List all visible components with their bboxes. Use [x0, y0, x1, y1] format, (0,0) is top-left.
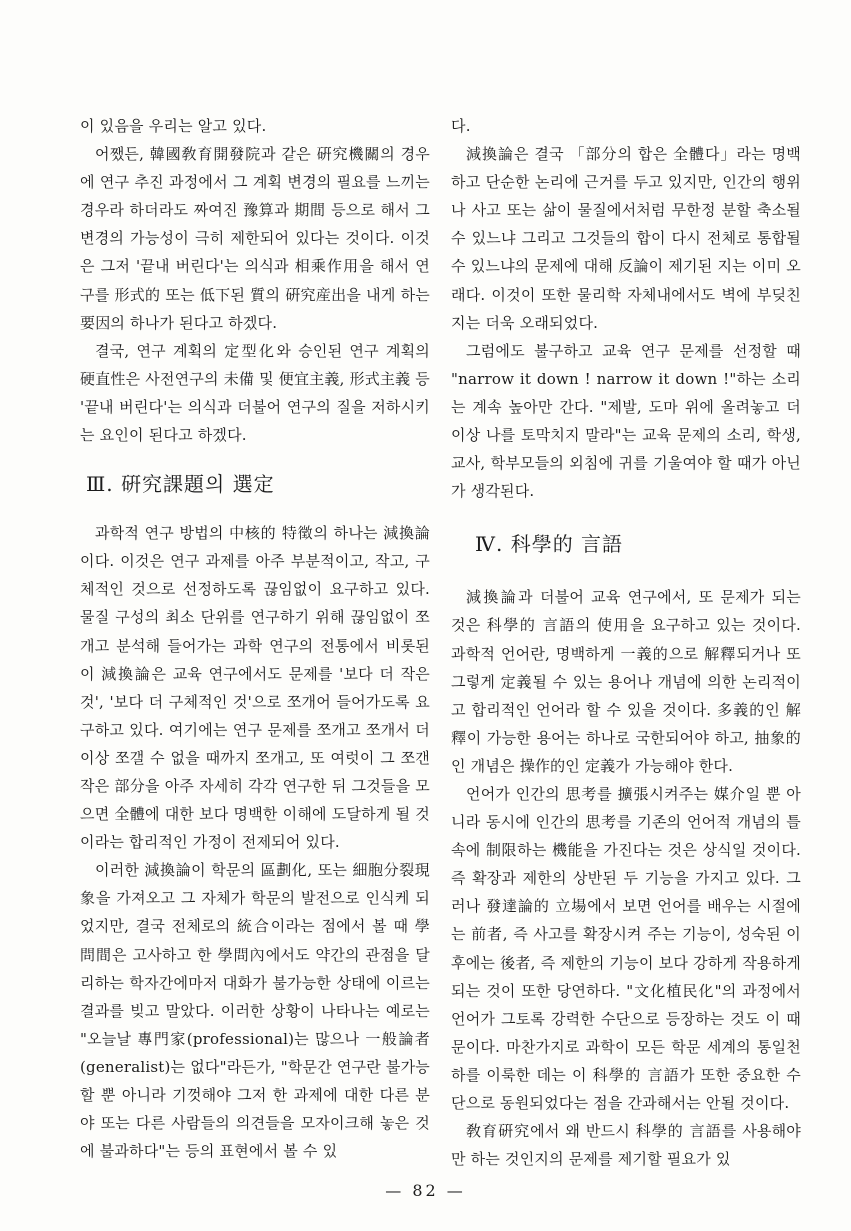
right-paragraph-4: 減換論과 더불어 교육 연구에서, 또 문제가 되는 것은 科學的 言語의 使用을 요구하고 있는 것이다. 과학적 언어란, 명백하게 一義的으로 解釋되거나 또 그렇게 定義될 수 있는 용어나 개념에 의한 논리적이고 합리적인 언어라 할 수 있을 것이다. 多義的인 解釋이 가능한 용어는 하나로 국한되어야 하고, 抽象的인 개념은 操作的인 定義가 가능해야 한다.: [451, 588, 801, 775]
left-column: [80, 112, 430, 1165]
left-paragraph-2: 어쨌든, 韓國敎育開發院과 같은 硏究機關의 경우에 연구 추진 과정에서 그 계획 변경의 필요를 느끼는 경우라 하더라도 짜여진 豫算과 期間 등으로 해서 그 변경의 가능성이 극히 제한되어 있다는 것이다. 이것은 그저 '끝내 버린다'는 의식과 相乘作用을 해서 연구를 形式的 또는 低下된 質의 硏究産出을 내게 하는 要因의 하나가 된다고 하겠다.: [80, 145, 430, 332]
left-paragraph-4: 과학적 연구 방법의 中核的 特徵의 하나는 減換論이다. 이것은 연구 과제를 아주 부분적이고, 작고, 구체적인 것으로 선정하도록 끊임없이 요구하고 있다. 물질 구성의 최소 단위를 연구하기 위해 끊임없이 쪼개고 분석해 들어가는 과학 연구의 전통에서 비롯된 이 減換論은 교육 연구에서도 문제를 '보다 더 작은 것', '보다 더 구체적인 것'으로 쪼개어 들어가도록 요구하고 있다. 여기에는 연구 문제를 쪼개고 쪼개서 더 이상 쪼갤 수 없을 때까지 쪼개고, 또 여럿이 그 쪼갠 작은 部分을 아주 자세히 각각 연구한 뒤 그것들을 모으면 全體에 대한 보다 명백한 이해에 도달하게 될 것이라는 합리적인 가정이 전제되어 있다.: [80, 524, 430, 852]
right-paragraph-5: 언어가 인간의 思考를 擴張시켜주는 媒介일 뿐 아니라 동시에 인간의 思考를 기존의 언어적 개념의 틀 속에 制限하는 機能을 가진다는 것은 상식일 것이다. 즉 확장과 제한의 상반된 두 기능을 가지고 있다. 그러나 發達論的 立場에서 보면 언어를 배우는 시절에는 前者, 즉 사고를 확장시켜 주는 기능이, 성숙된 이후에는 後者, 즉 제한의 기능이 보다 강하게 작용하게 되는 것이 또한 당연하다. "文化植民化"의 과정에서 언어가 그토록 강력한 수단으로 등장하는 것도 이 때문이다. 마찬가지로 과학이 모든 학문 세계의 통일천하를 이룩한 데는 이 科學的 言語가 또한 중요한 수단으로 동원되었다는 점을 간과해서는 안될 것이다.: [451, 784, 801, 1112]
right-paragraph-6: 敎育硏究에서 왜 반드시 科學的 言語를 사용해야만 하는 것인지의 문제를 제기할 필요가 있: [451, 1122, 801, 1169]
page-number: — 82 —: [385, 1181, 466, 1200]
right-column: [451, 112, 801, 1173]
left-paragraph-3: 결국, 연구 계획의 定型化와 승인된 연구 계획의 硬直性은 사전연구의 未備 및 便宜主義, 形式主義 등 '끝내 버린다'는 의식과 더불어 연구의 질을 저하시키는 요인이 된다고 하겠다.: [80, 341, 430, 445]
right-paragraph-3: 그럼에도 불구하고 교육 연구 문제를 선정할 때 "narrow it down ! narrow it down !"하는 소리는 계속 높아만 간다. "제발, 도마 위에 올려놓고 더 이상 나를 토막치지 말라"는 교육 문제의 소리, 학생, 교사, 학부모들의 외침에 귀를 기울여야 할 때가 아닌가 생각된다.: [451, 341, 801, 501]
right-paragraph-1: 다.: [451, 117, 471, 135]
section-heading-3: Ⅲ. 硏究課題의 選定: [86, 472, 275, 497]
left-paragraph-1: 이 있음을 우리는 알고 있다.: [80, 117, 267, 135]
right-paragraph-2: 減換論은 결국 「部分의 합은 全體다」라는 명백하고 단순한 논리에 근거를 두고 있지만, 인간의 행위나 사고 또는 삶이 물질에서처럼 무한정 분할 축소될 수 있느냐 그리고 그것들의 합이 다시 전체로 통합될 수 있느냐의 문제에 대해 反論이 제기된 지는 이미 오래다. 이것이 또한 물리학 자체내에서도 벽에 부딪친 지는 더욱 오래되었다.: [451, 145, 801, 332]
left-paragraph-5: 이러한 減換論이 학문의 區劃化, 또는 細胞分裂現象을 가져오고 그 자체가 학문의 발전으로 인식케 되었지만, 결국 전체로의 統合이라는 점에서 볼 때 學問間은 고사하고 한 學問內에서도 약간의 관점을 달리하는 학자간에마저 대화가 불가능한 상태에 이르는 결과를 빚고 말았다. 이러한 상황이 나타나는 예로는 "오늘날 專門家(professional)는 많으나 一般論者(generalist)는 없다"라든가, "학문간 연구란 불가능할 뿐 아니라 기껏해야 그저 한 과제에 대한 다른 분야 또는 다른 사람들의 의견들을 모자이크해 놓은 것에 불과하다"는 등의 표현에서 볼 수 있: [80, 861, 430, 1161]
section-heading-4: Ⅳ. 科學的 言語: [475, 532, 624, 557]
